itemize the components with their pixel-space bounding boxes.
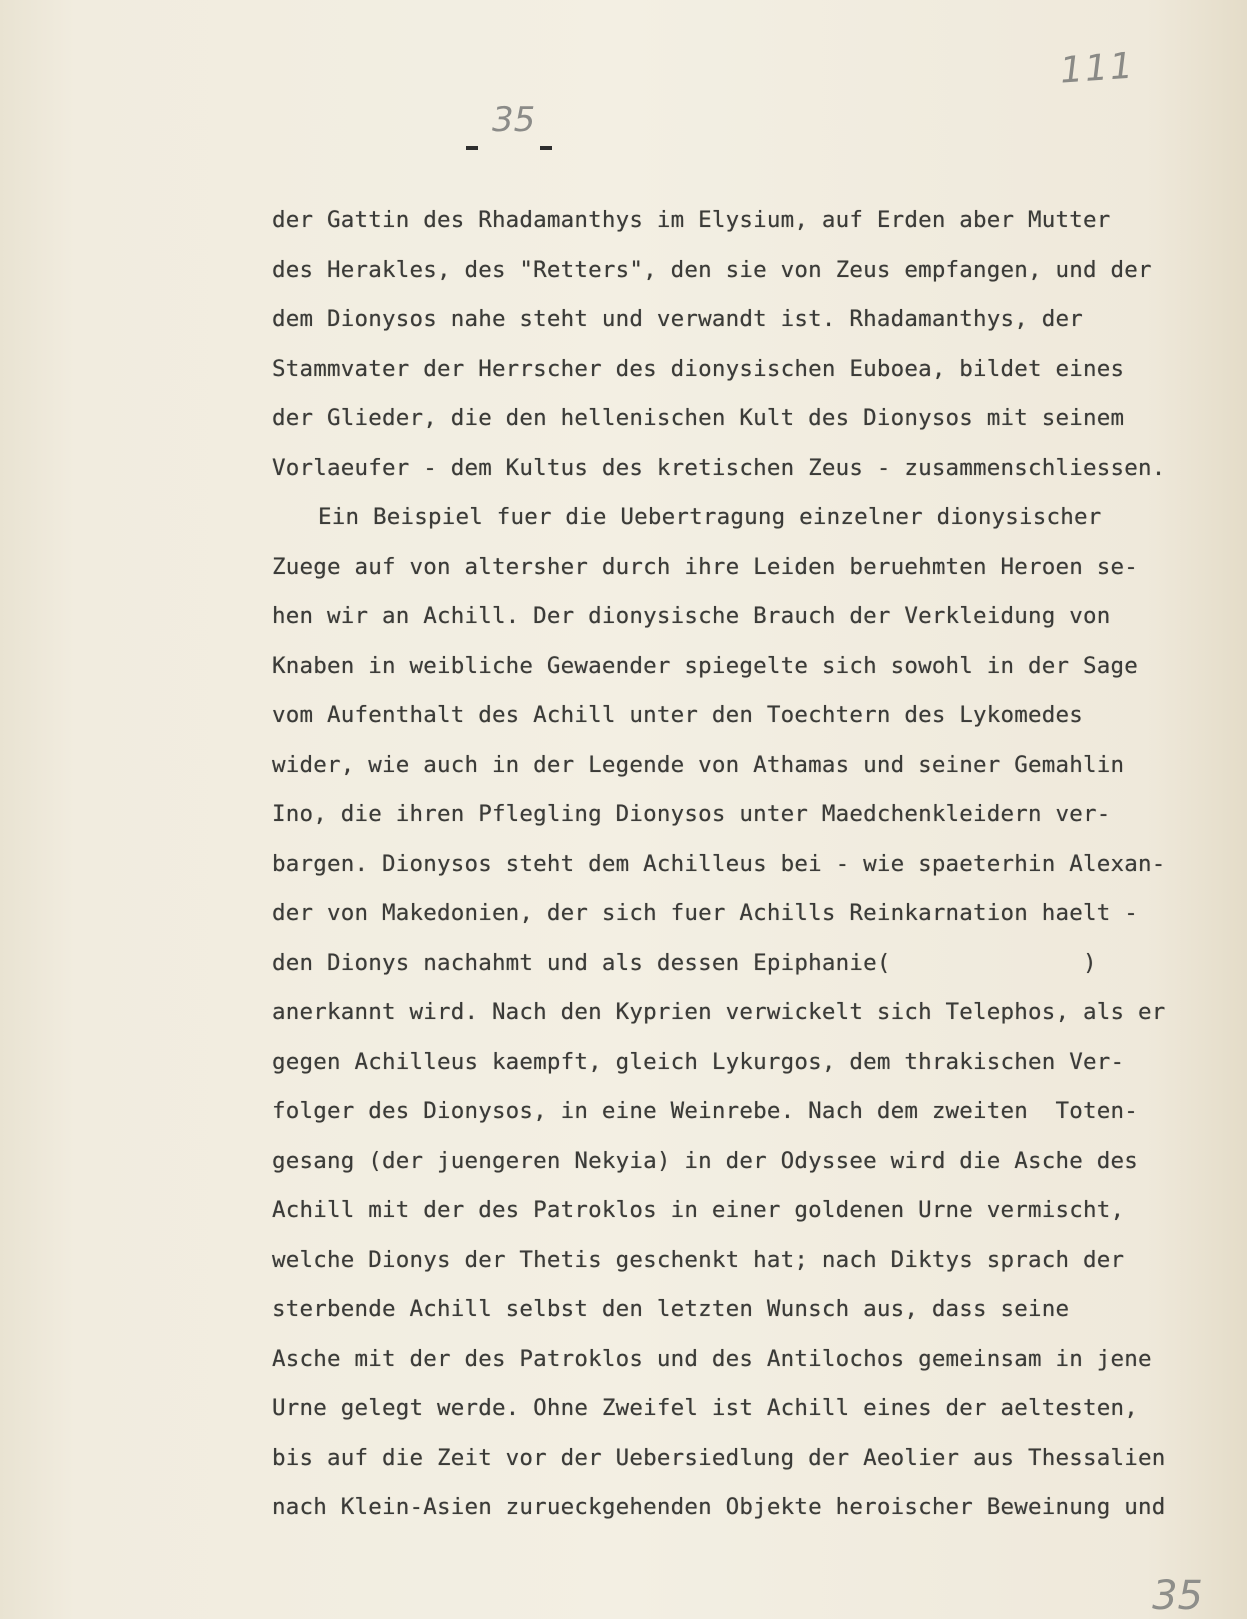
text-line: Zuege auf von altersher durch ihre Leiden beruehmten Heroen se-: [272, 553, 1139, 580]
text-line: nach Klein-Asien zurueckgehenden Objekte heroischer Beweinung und: [272, 1494, 1166, 1520]
text-line: den Dionys nachahmt und als dessen Epiphanie( ): [272, 949, 1097, 976]
text-line: bis auf die Zeit vor der Uebersiedlung der Aeolier aus Thessalien: [272, 1444, 1166, 1471]
text-line: der von Makedonien, der sich fuer Achills Reinkarnation haelt -: [272, 900, 1139, 926]
text-line: anerkannt wird. Nach den Kyprien verwickelt sich Telephos, als er: [272, 999, 1166, 1025]
page-number-dash-left: [466, 146, 478, 150]
text-line: Vorlaeufer - dem Kultus des kretischen Zeus - zusammenschliessen.: [272, 454, 1166, 481]
text-line: folger des Dionysos, in eine Weinrebe. Nach dem zweiten Toten-: [272, 1098, 1139, 1124]
text-line: Knaben in weibliche Gewaender spiegelte sich sowohl in der Sage: [272, 652, 1139, 679]
text-line: Stammvater der Herrscher des dionysischen Euboea, bildet eines: [272, 355, 1125, 382]
text-line: der Gattin des Rhadamanthys im Elysium, auf Erden aber Mutter: [272, 207, 1111, 233]
page-number-dash-right: [540, 146, 552, 150]
text-line: Asche mit der des Patroklos und des Antilochos gemeinsam in jene: [272, 1345, 1152, 1372]
text-line: Ein Beispiel fuer die Uebertragung einzelner dionysischer: [318, 504, 1102, 530]
text-line: gesang (der juengeren Nekyia) in der Odyssee wird die Asche des: [272, 1147, 1139, 1174]
text-line: wider, wie auch in der Legende von Athamas und seiner Gemahlin: [272, 751, 1125, 778]
page-number: [462, 100, 572, 170]
body-text: [272, 205, 1217, 1542]
text-line: Achill mit der des Patroklos in einer goldenen Urne vermischt,: [272, 1197, 1125, 1223]
handwritten-corner-number: 35: [1152, 1573, 1203, 1619]
page-number-value: 35: [492, 100, 536, 140]
text-line: sterbende Achill selbst den letzten Wunsch aus, dass seine: [272, 1296, 1070, 1322]
text-line: vom Aufenthalt des Achill unter den Toechtern des Lykomedes: [272, 702, 1084, 728]
text-line: Ino, die ihren Pflegling Dionysos unter Maedchenkleidern ver-: [272, 801, 1111, 827]
text-line: gegen Achilleus kaempft, gleich Lykurgos, dem thrakischen Ver-: [272, 1048, 1125, 1075]
handwritten-folio-number: 111: [1058, 45, 1137, 92]
text-line: des Herakles, des "Retters", den sie von Zeus empfangen, und der: [272, 256, 1152, 283]
text-line: hen wir an Achill. Der dionysische Brauch der Verkleidung von: [272, 603, 1111, 629]
text-line: Urne gelegt werde. Ohne Zweifel ist Achill eines der aeltesten,: [272, 1395, 1139, 1421]
text-line: der Glieder, die den hellenischen Kult des Dionysos mit seinem: [272, 405, 1125, 431]
text-line: dem Dionysos nahe steht und verwandt ist. Rhadamanthys, der: [272, 306, 1084, 332]
text-line: welche Dionys der Thetis geschenkt hat; nach Diktys sprach der: [272, 1246, 1125, 1273]
text-line: bargen. Dionysos steht dem Achilleus bei - wie spaeterhin Alexan-: [272, 850, 1166, 877]
